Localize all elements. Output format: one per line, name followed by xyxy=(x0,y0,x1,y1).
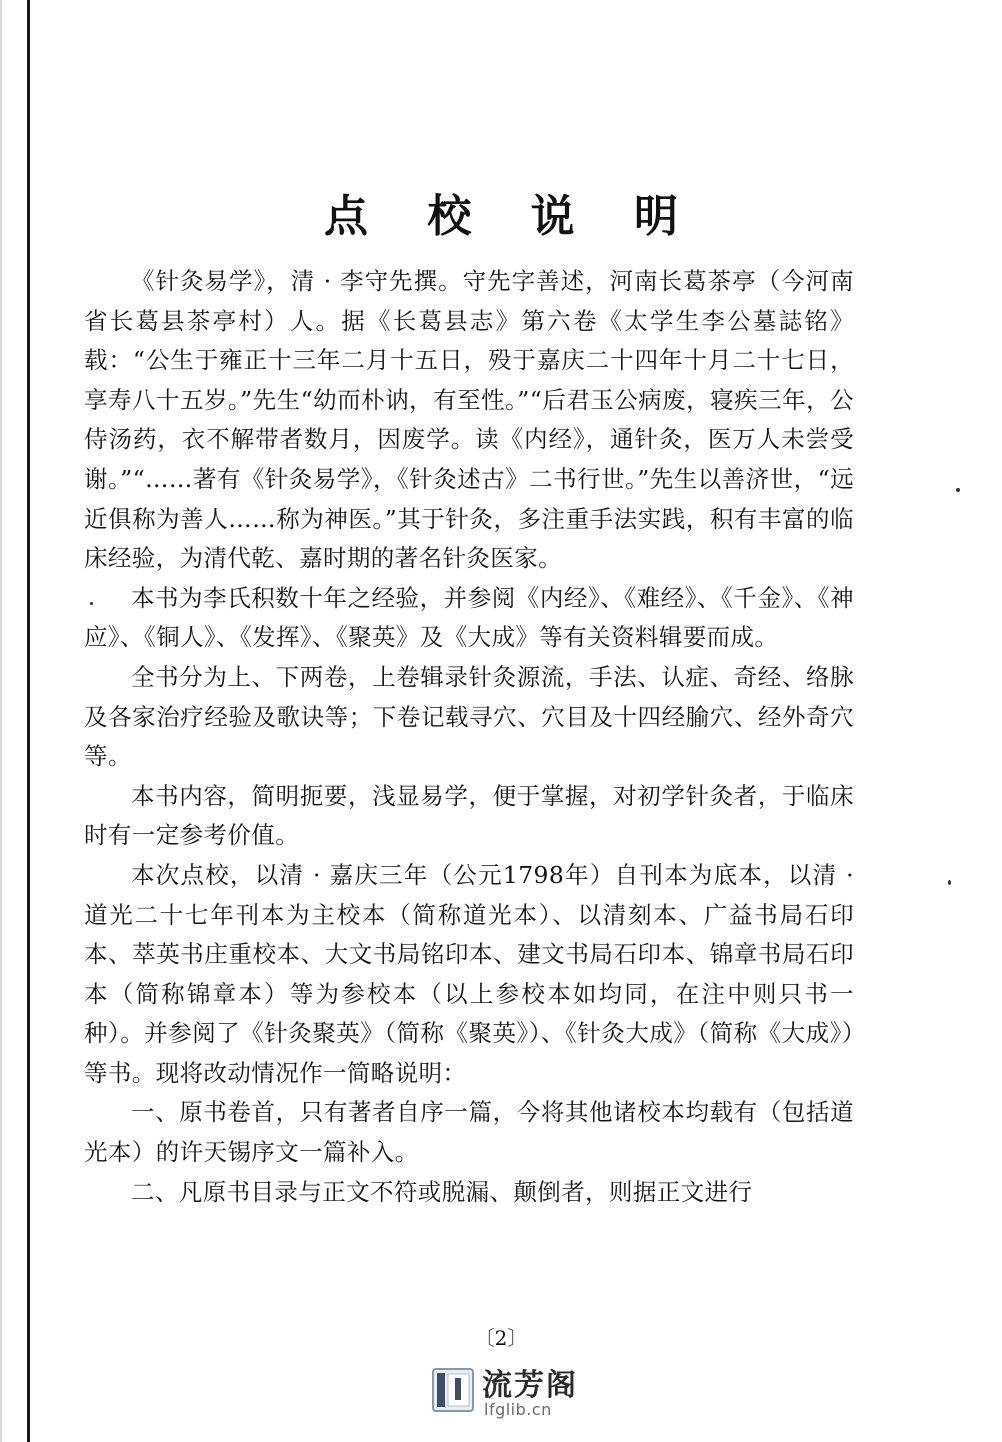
page-title: 点 校 说 明 xyxy=(324,191,700,242)
body-text xyxy=(84,262,854,1212)
watermark xyxy=(430,1360,590,1422)
scan-speck xyxy=(956,488,960,492)
paragraph-item-2: 二、凡原书目录与正文不符或脱漏、颠倒者，则据正文进行 xyxy=(131,1177,753,1206)
scan-speck xyxy=(90,602,93,605)
book-icon xyxy=(430,1366,476,1414)
page-number: 〔2〕 xyxy=(474,1326,528,1350)
watermark-url: lfglib.cn xyxy=(484,1400,552,1419)
paragraph-structure: 全书分为上、下两卷，上卷辑录针灸源流，手法、认症、奇经、络脉及各家治疗经验及歌诀等；下卷记载寻穴、穴目及十四经腧穴、经外奇穴等。 xyxy=(84,662,854,771)
watermark-name: 流芳阁 xyxy=(482,1368,578,1403)
paragraph-value: 本书内容，简明扼要，浅显易学，便于掌握，对初学针灸者，于临床时有一定参考价值。 xyxy=(84,781,854,850)
paragraph-intro: 《针灸易学》，清 · 李守先撰。守先字善述，河南长葛茶亭（今河南省长葛县茶亭村）人。据《长葛县志》第六卷《太学生李公墓誌铭》载：“公生于雍正十三年二月十五日，殁于嘉庆二十四年十月二十七日，享寿八十五岁。”先生“幼而朴讷，有至性。”“后君玉公病废，寝疾三年，公侍汤药，衣不解带者数月，因废学。读《内经》，通针灸，医万人未尝受谢。”“……著有《针灸易学》，《针灸述古》二书行世。”先生以善济世，“远近俱称为善人……称为神医。”其于针灸，多注重手法实践，积有丰富的临床经验，为清代乾、嘉时期的著名针灸医家。 xyxy=(84,267,854,573)
scan-speck xyxy=(948,880,951,885)
paragraph-item-1: 一、原书卷首，只有著者自序一篇，今将其他诸校本均载有（包括道光本）的许天锡序文一篇补入。 xyxy=(84,1098,854,1167)
paragraph-sources: 本书为李氏积数十年之经验，并参阅《内经》、《难经》、《千金》、《神应》、《铜人》、《发挥》、《聚英》及《大成》等有关资料辑要而成。 xyxy=(84,583,854,652)
paragraph-collation: 本次点校，以清 · 嘉庆三年（公元1798年）自刊本为底本，以清 · 道光二十七年刊本为主校本（简称道光本）、以清刻本、广益书局石印本、萃英书庄重校本、大文书局铭印本、建文书局石印本、锦章书局石印本（简称锦章本）等为参校本（以上参校本如均同，在注中则只书一种）。并参阅了《针灸聚英》（简称《聚英》）、《针灸大成》（简称《大成》）等书。现将改动情况作一简略说明： xyxy=(84,860,854,1087)
